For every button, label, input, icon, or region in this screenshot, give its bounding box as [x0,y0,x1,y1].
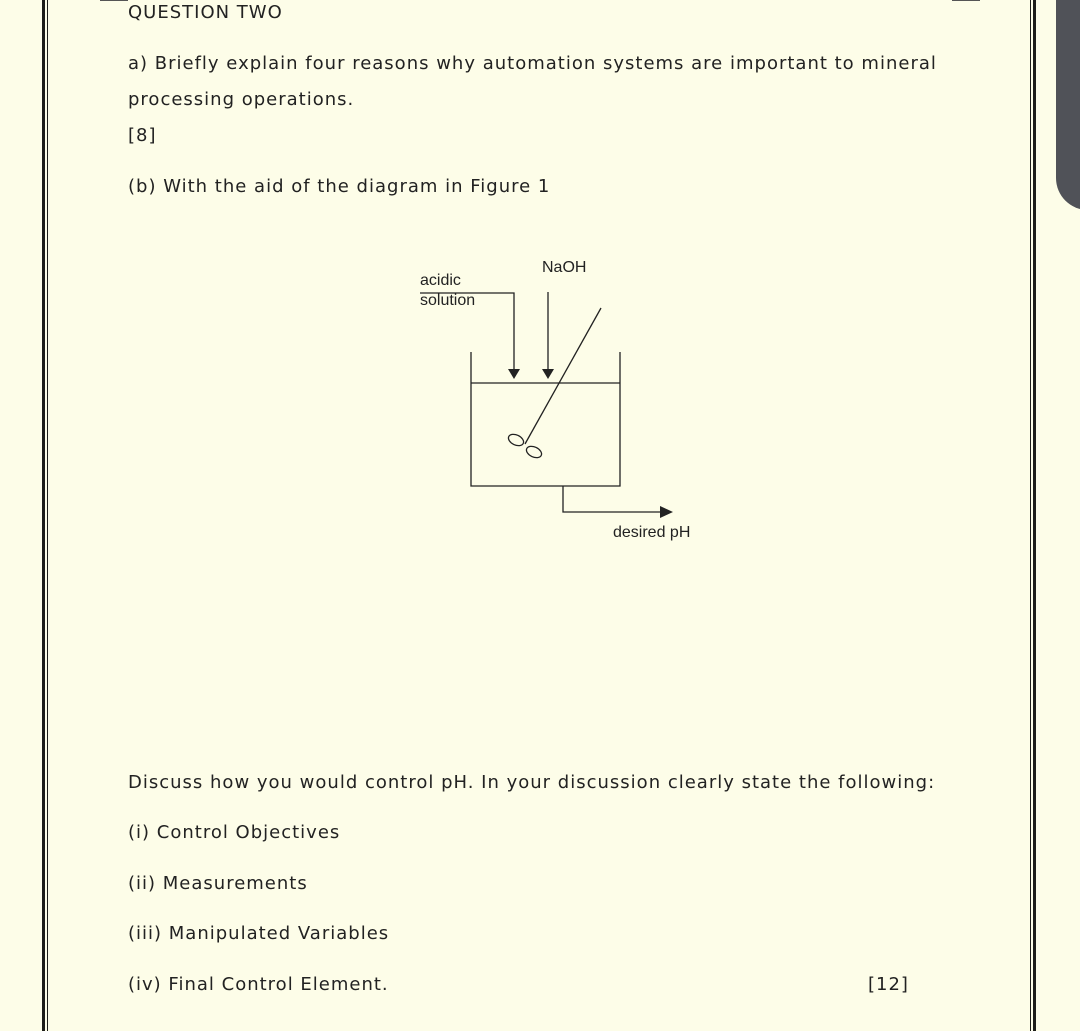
label-solution: solution [420,292,476,309]
discussion-prompt: Discuss how you would control pH. In your discussion clearly state the following: [128,772,936,793]
page-border-right-inner [1030,0,1031,1031]
list-item: (i) Control Objectives [128,822,341,843]
part-b-marks: [12] [868,974,909,995]
page-border-left [42,0,45,1031]
impeller-blade-left [507,432,526,448]
page-border-left-inner [47,0,48,1031]
list-item: (ii) Measurements [128,873,308,894]
page-border-right [1033,0,1036,1031]
list-item: (iv) Final Control Element. [128,974,389,995]
label-acidic: acidic [420,272,461,289]
acid-feed-arrowhead [508,369,520,379]
side-panel-edge [1056,0,1080,210]
question-heading: QUESTION TWO [128,2,283,23]
label-desired-ph: desired pH [613,524,691,541]
top-rule-right [952,0,980,1]
label-naoh: NaOH [542,259,587,276]
part-b-intro: (b) With the aid of the diagram in Figure 1 [128,176,551,197]
naoh-feed-arrowhead [542,369,554,379]
part-a-text-line1: a) Briefly explain four reasons why automation systems are important to mineral [128,53,937,74]
figure-1-diagram [400,248,720,548]
agitator-shaft [525,308,601,444]
part-a-marks: [8] [128,125,157,146]
list-item: (iii) Manipulated Variables [128,923,390,944]
outlet-line [563,486,662,512]
outlet-arrowhead [660,506,673,518]
part-a-text-line2: processing operations. [128,89,355,110]
impeller-blade-right [525,444,544,460]
top-rule-left [100,0,128,1]
